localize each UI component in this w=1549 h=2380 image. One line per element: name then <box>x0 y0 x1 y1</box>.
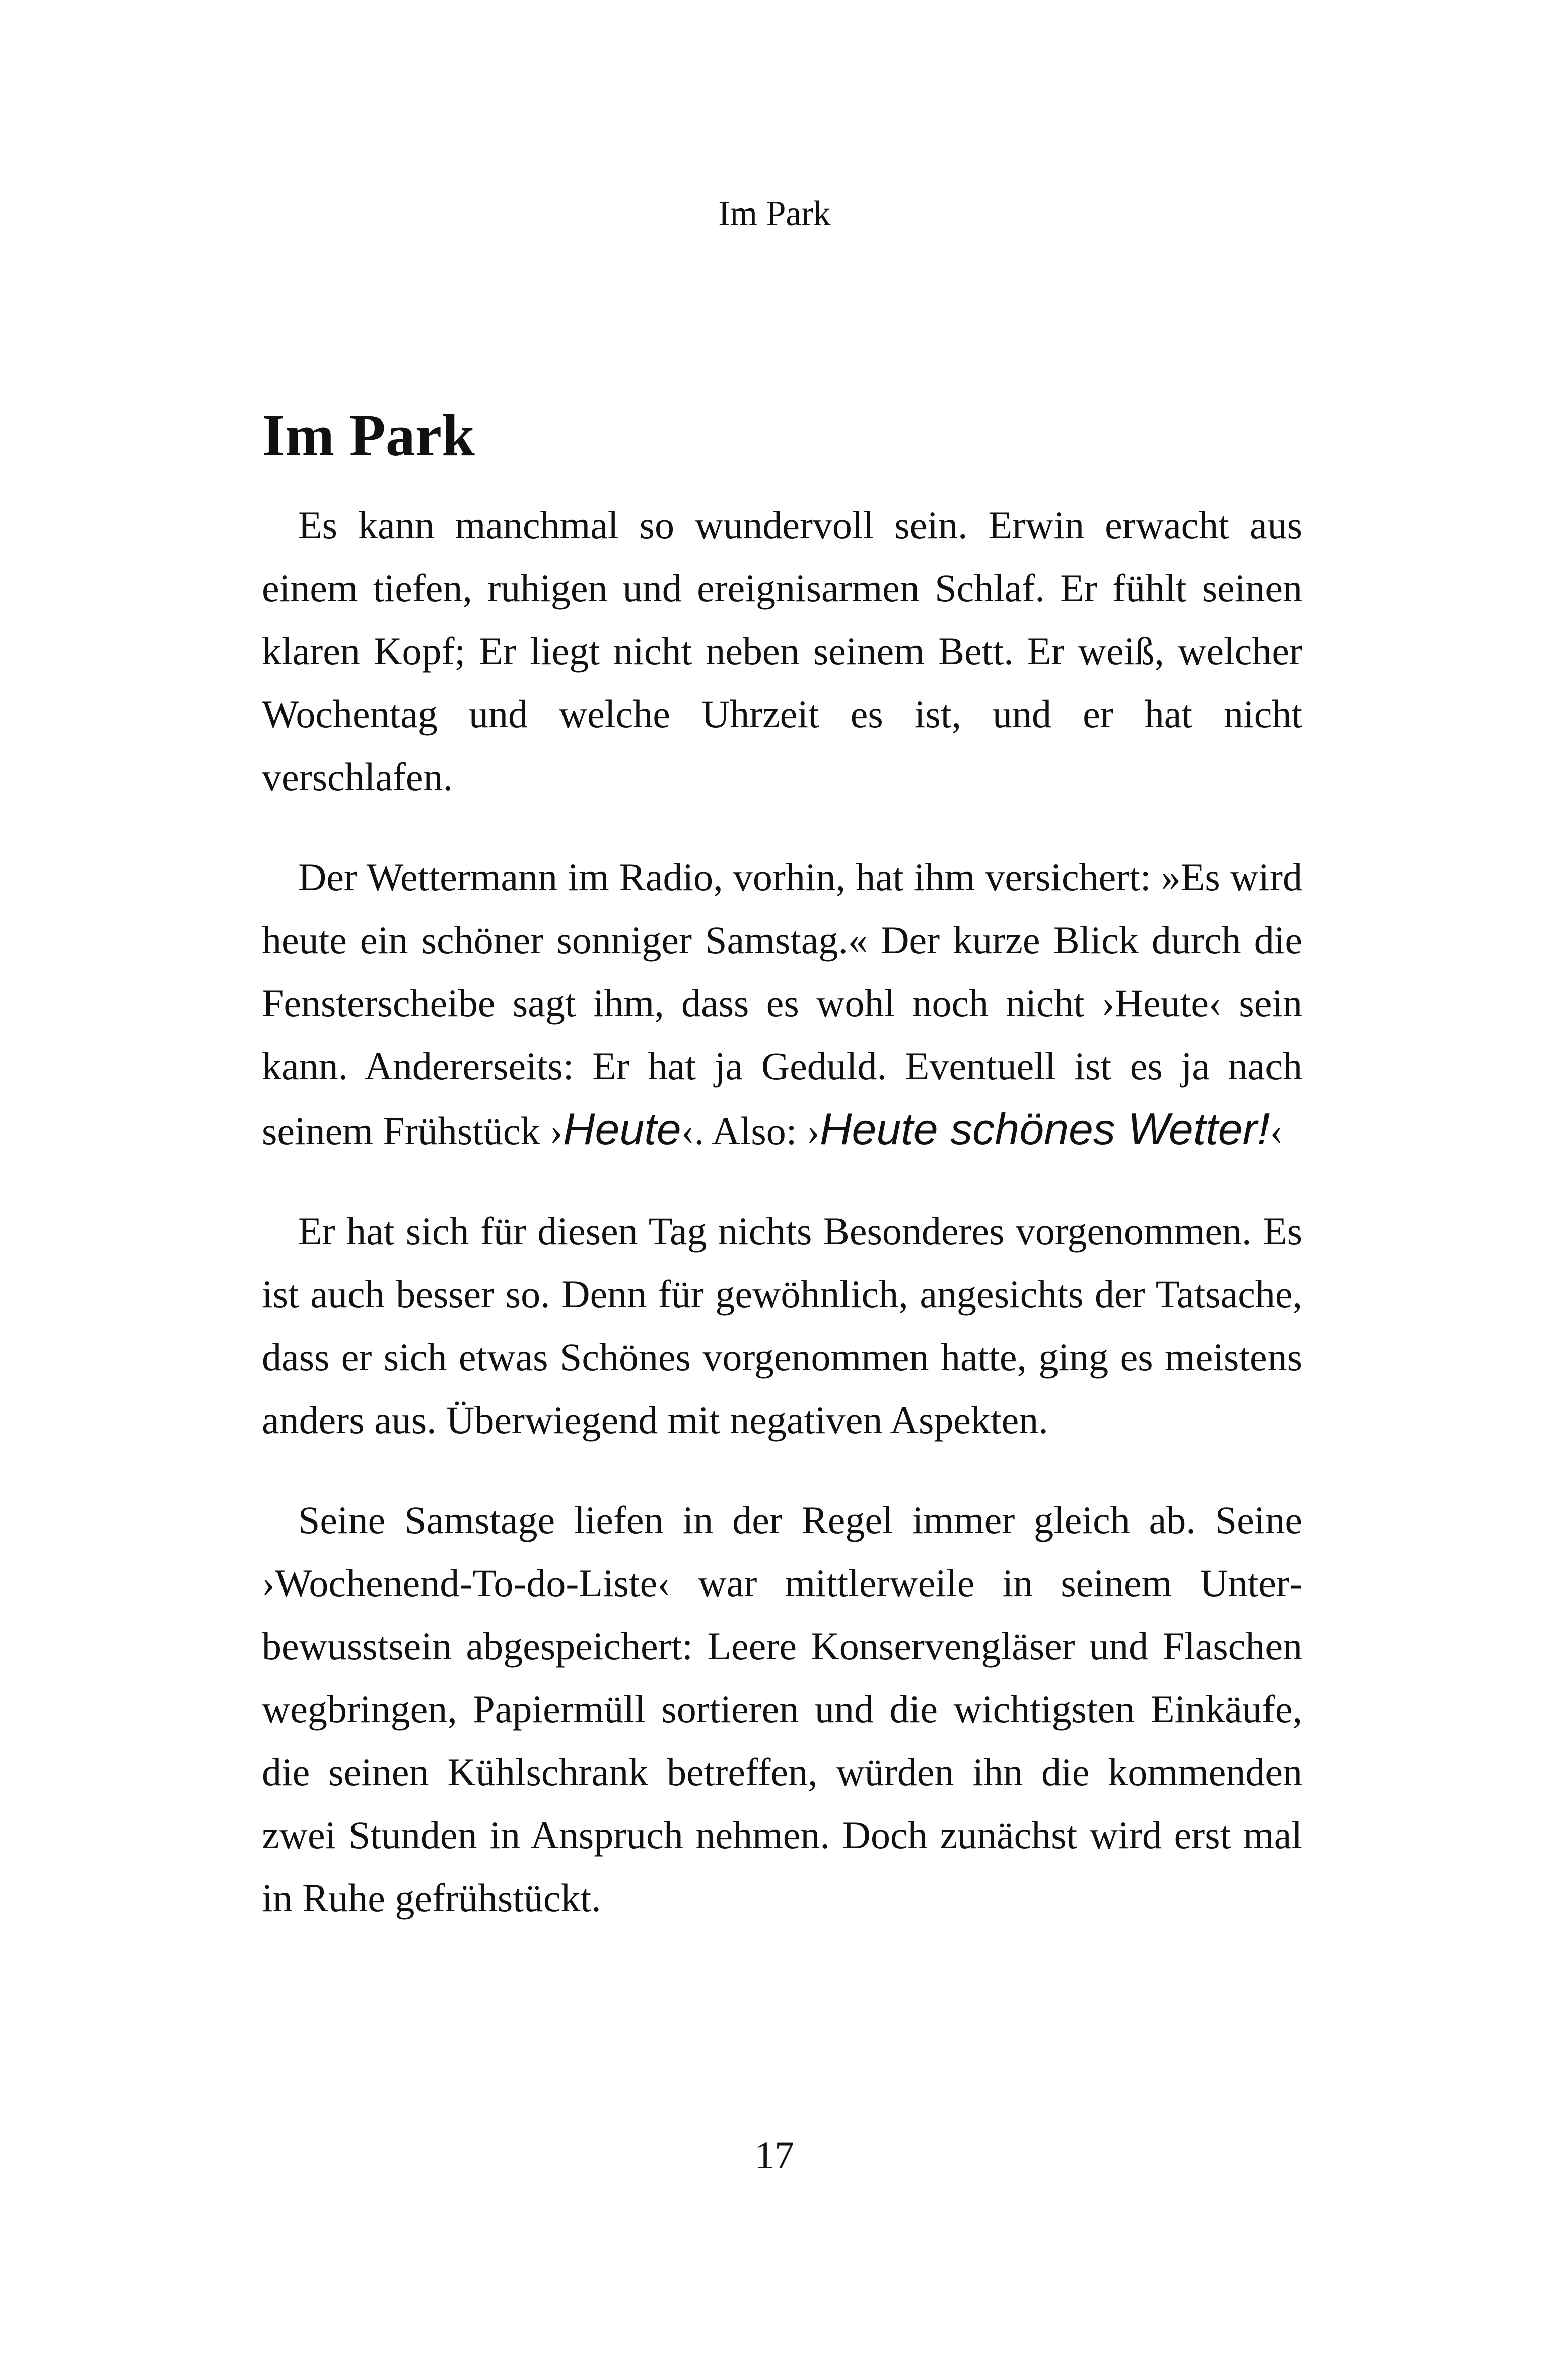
paragraph-4: Seine Samstage liefen in der Regel immer gleich ab. Seine ›Wochenend-To-do-Liste‹ war mittlerweile in seinem Unterbewusstsein abgespeichert: Leere Konservengläser und Flaschen wegbringen, Papiermüll sortieren und die wichtigsten Einkäufe, die seinen Kühlschrank betreffen, würden ihn die kommenden zwei Stunden in Anspruch nehmen. Doch zunächst wird erst mal in Ruhe gefrühstückt. <box>262 1498 1302 1920</box>
chapter-title: Im Park <box>262 402 475 468</box>
paragraph-3: Er hat sich für diesen Tag nichts Besonderes vorgenommen. Es ist auch besser so. Denn für gewöhnlich, angesichts der Tatsache, dass er sich etwas Schönes vorgenommen hatte, ging es meistens anders aus. Überwiegend mit negativen Aspekten. <box>262 1209 1302 1442</box>
paragraph-2-text-c: ‹ <box>1270 1109 1283 1153</box>
paragraph-2-text-b: ‹. Also: › <box>681 1109 820 1153</box>
paragraph-2 <box>262 846 1302 1162</box>
paragraph-2-text-a: Der Wettermann im Radio, vorhin, hat ihm versichert: »Es wird heute ein schöner sonniger Samstag.« Der kurze Blick durch die Fensterscheibe sagt ihm, dass es wohl noch nicht ›Heute‹ sein kann. Andererseits: Er hat ja Geduld. Eventuell ist es ja nach seinem Frühstück › <box>262 855 1302 1153</box>
page-content <box>262 398 1302 1967</box>
page-number: 17 <box>755 2133 794 2177</box>
emphasis-heute: Heute <box>562 1104 681 1154</box>
running-header: Im Park <box>718 194 831 233</box>
emphasis-heute-schoenes-wetter: Heute schönes Wetter! <box>819 1104 1270 1154</box>
paragraph-1: Es kann manchmal so wundervoll sein. Erwin erwacht aus einem tiefen, ruhigen und ereignisarmen Schlaf. Er fühlt seinen klaren Kopf; Er liegt nicht neben seinem Bett. Er weiß, welcher Wochentag und welche Uhrzeit es ist, und er hat nicht verschlafen. <box>262 503 1302 799</box>
